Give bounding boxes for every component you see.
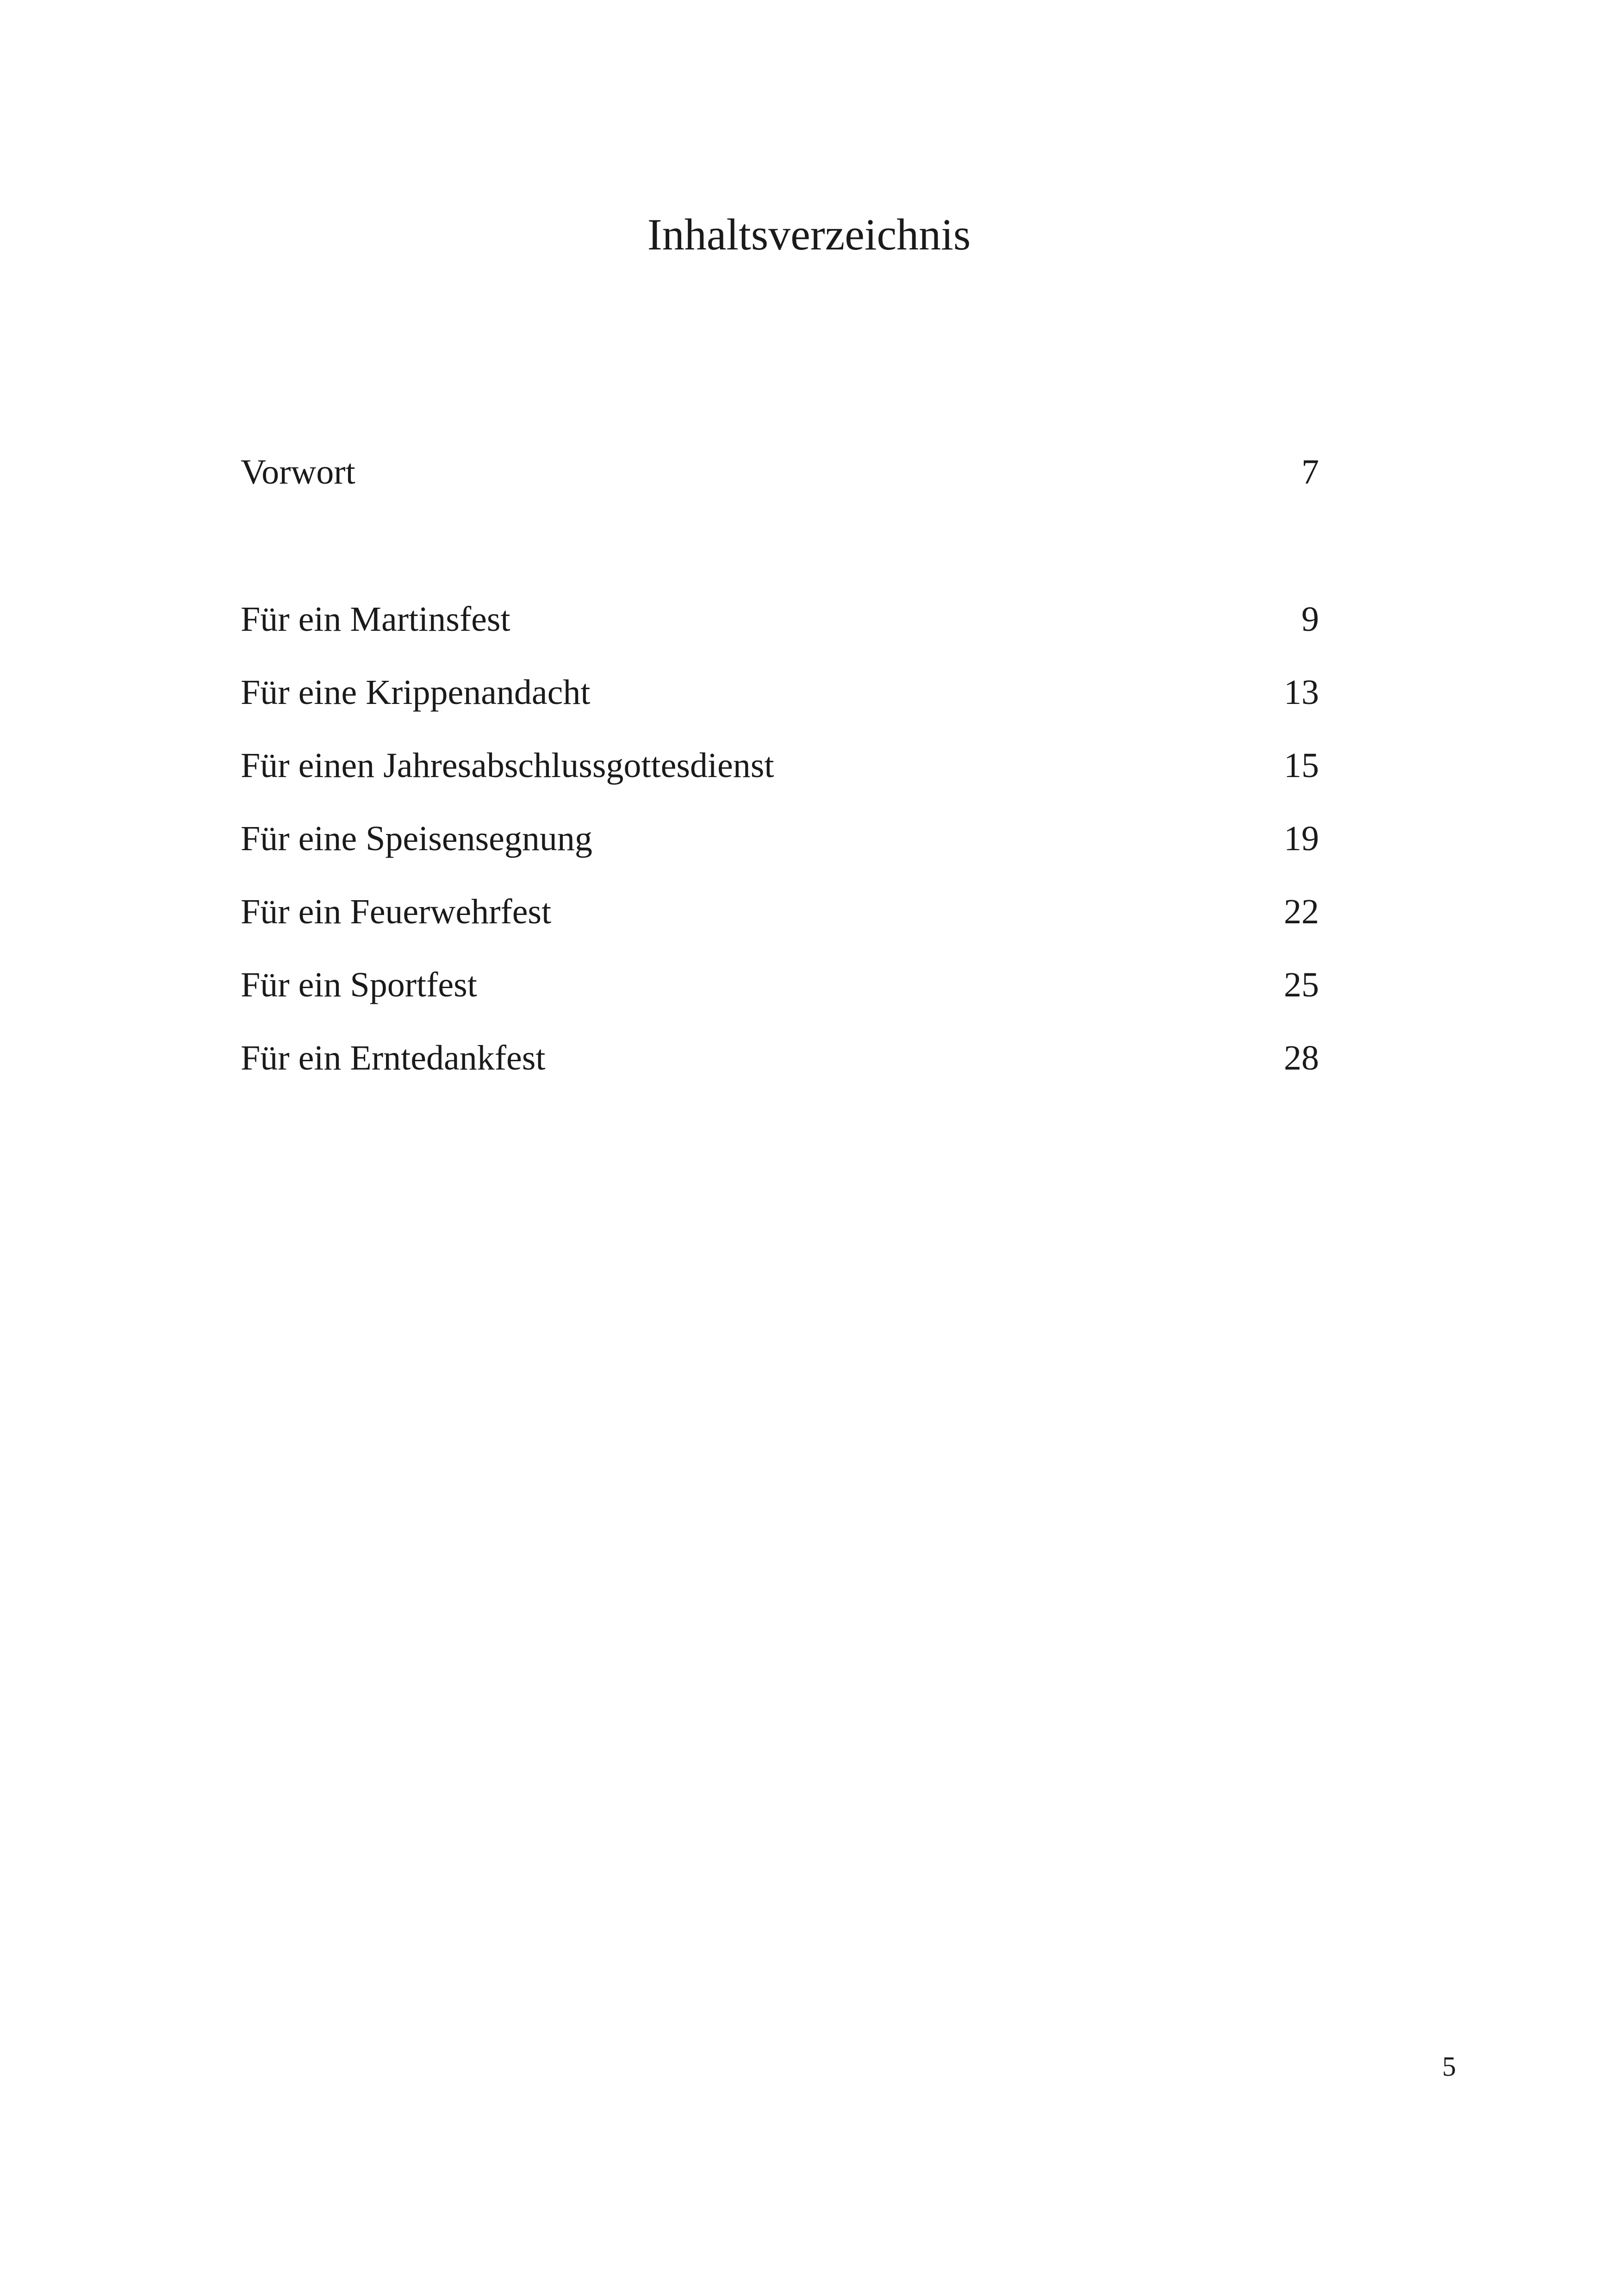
toc-entry-page: 28	[1284, 1039, 1319, 1077]
toc-entry-label: Für ein Sportfest	[241, 965, 477, 1004]
toc-entry-label: Für ein Martinsfest	[241, 600, 510, 639]
toc-entry-martinsfest	[241, 591, 1319, 647]
toc-entry-label: Vorwort	[241, 453, 355, 492]
toc-entry-label: Für einen Jahresabschlussgottesdienst	[241, 746, 774, 785]
toc-entry-feuerwehrfest	[241, 884, 1319, 940]
toc-entry-krippenandacht	[241, 665, 1319, 720]
toc-entry-page: 22	[1284, 892, 1319, 931]
toc-entry-sportfest	[241, 957, 1319, 1013]
toc-entry-page: 25	[1284, 965, 1319, 1004]
toc-entry-page: 9	[1301, 600, 1319, 639]
table-of-contents	[241, 0, 1319, 2296]
toc-entry-speisensegnung	[241, 811, 1319, 866]
page-number: 5	[1442, 2051, 1456, 2082]
toc-entry-label: Für ein Feuerwehrfest	[241, 892, 552, 931]
page-title: Inhaltsverzeichnis	[647, 210, 971, 259]
toc-entry-erntedankfest	[241, 1030, 1319, 1086]
toc-entry-page: 7	[1301, 453, 1319, 492]
toc-entry-label: Für eine Speisensegnung	[241, 819, 592, 858]
toc-entry-label: Für ein Erntedankfest	[241, 1039, 546, 1077]
toc-entry-label: Für eine Krippenandacht	[241, 673, 591, 712]
toc-entry-page: 15	[1284, 746, 1319, 785]
toc-entry-page: 13	[1284, 673, 1319, 712]
toc-entry-page: 19	[1284, 819, 1319, 858]
toc-entry-jahresabschlussgottesdienst	[241, 738, 1319, 793]
toc-entry-vorwort	[241, 444, 1319, 500]
